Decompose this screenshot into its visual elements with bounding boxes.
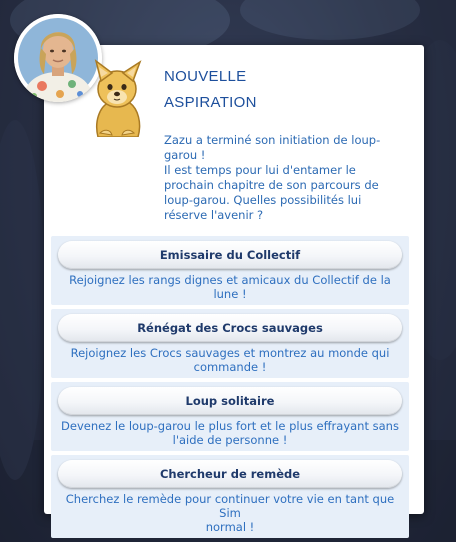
option-description-line: Rejoignez les rangs dignes et amicaux du Collectif de la lune ! <box>69 273 391 301</box>
option-description-line: l'aide de personne ! <box>172 433 288 447</box>
option-description-line: Cherchez le remède pour continuer votre vie en tant que Sim <box>65 492 395 520</box>
description-line: réserve l'avenir ? <box>164 208 264 222</box>
option-description <box>56 273 404 301</box>
chercheur-button[interactable]: Chercheur de remède <box>58 460 402 488</box>
description-line: Zazu a terminé son initiation de loup- <box>164 133 381 147</box>
renegat-button[interactable]: Rénégat des Crocs sauvages <box>58 314 402 342</box>
option-description <box>56 419 404 447</box>
dialog-description <box>164 133 384 223</box>
description-line: garou ! <box>164 148 206 162</box>
option-emissaire <box>51 236 409 305</box>
option-description-line: Rejoignez les Crocs sauvages et montrez au monde qui <box>70 346 390 360</box>
wolf-pup-icon <box>88 59 146 137</box>
description-line: Il est temps pour lui d'entamer le <box>164 163 356 177</box>
option-description-line: Devenez le loup-garou le plus fort et le plus effrayant sans <box>61 419 399 433</box>
option-description <box>56 346 404 374</box>
dialog-title <box>164 62 394 114</box>
dialog-title-line: nouvelle <box>164 63 247 86</box>
option-description <box>56 492 404 534</box>
description-line: prochain chapitre de son parcours de <box>164 178 379 192</box>
option-renegat <box>51 309 409 378</box>
option-chercheur <box>51 455 409 538</box>
dialog-title-line: aspiration <box>164 89 257 112</box>
option-loup-solitaire <box>51 382 409 451</box>
aspiration-options <box>51 236 409 542</box>
option-description-line: commande ! <box>193 360 267 374</box>
emissaire-button[interactable]: Emissaire du Collectif <box>58 241 402 269</box>
loup-solitaire-button[interactable]: Loup solitaire <box>58 387 402 415</box>
description-line: loup-garou. Quelles possibilités lui <box>164 193 362 207</box>
option-description-line: normal ! <box>205 520 255 534</box>
